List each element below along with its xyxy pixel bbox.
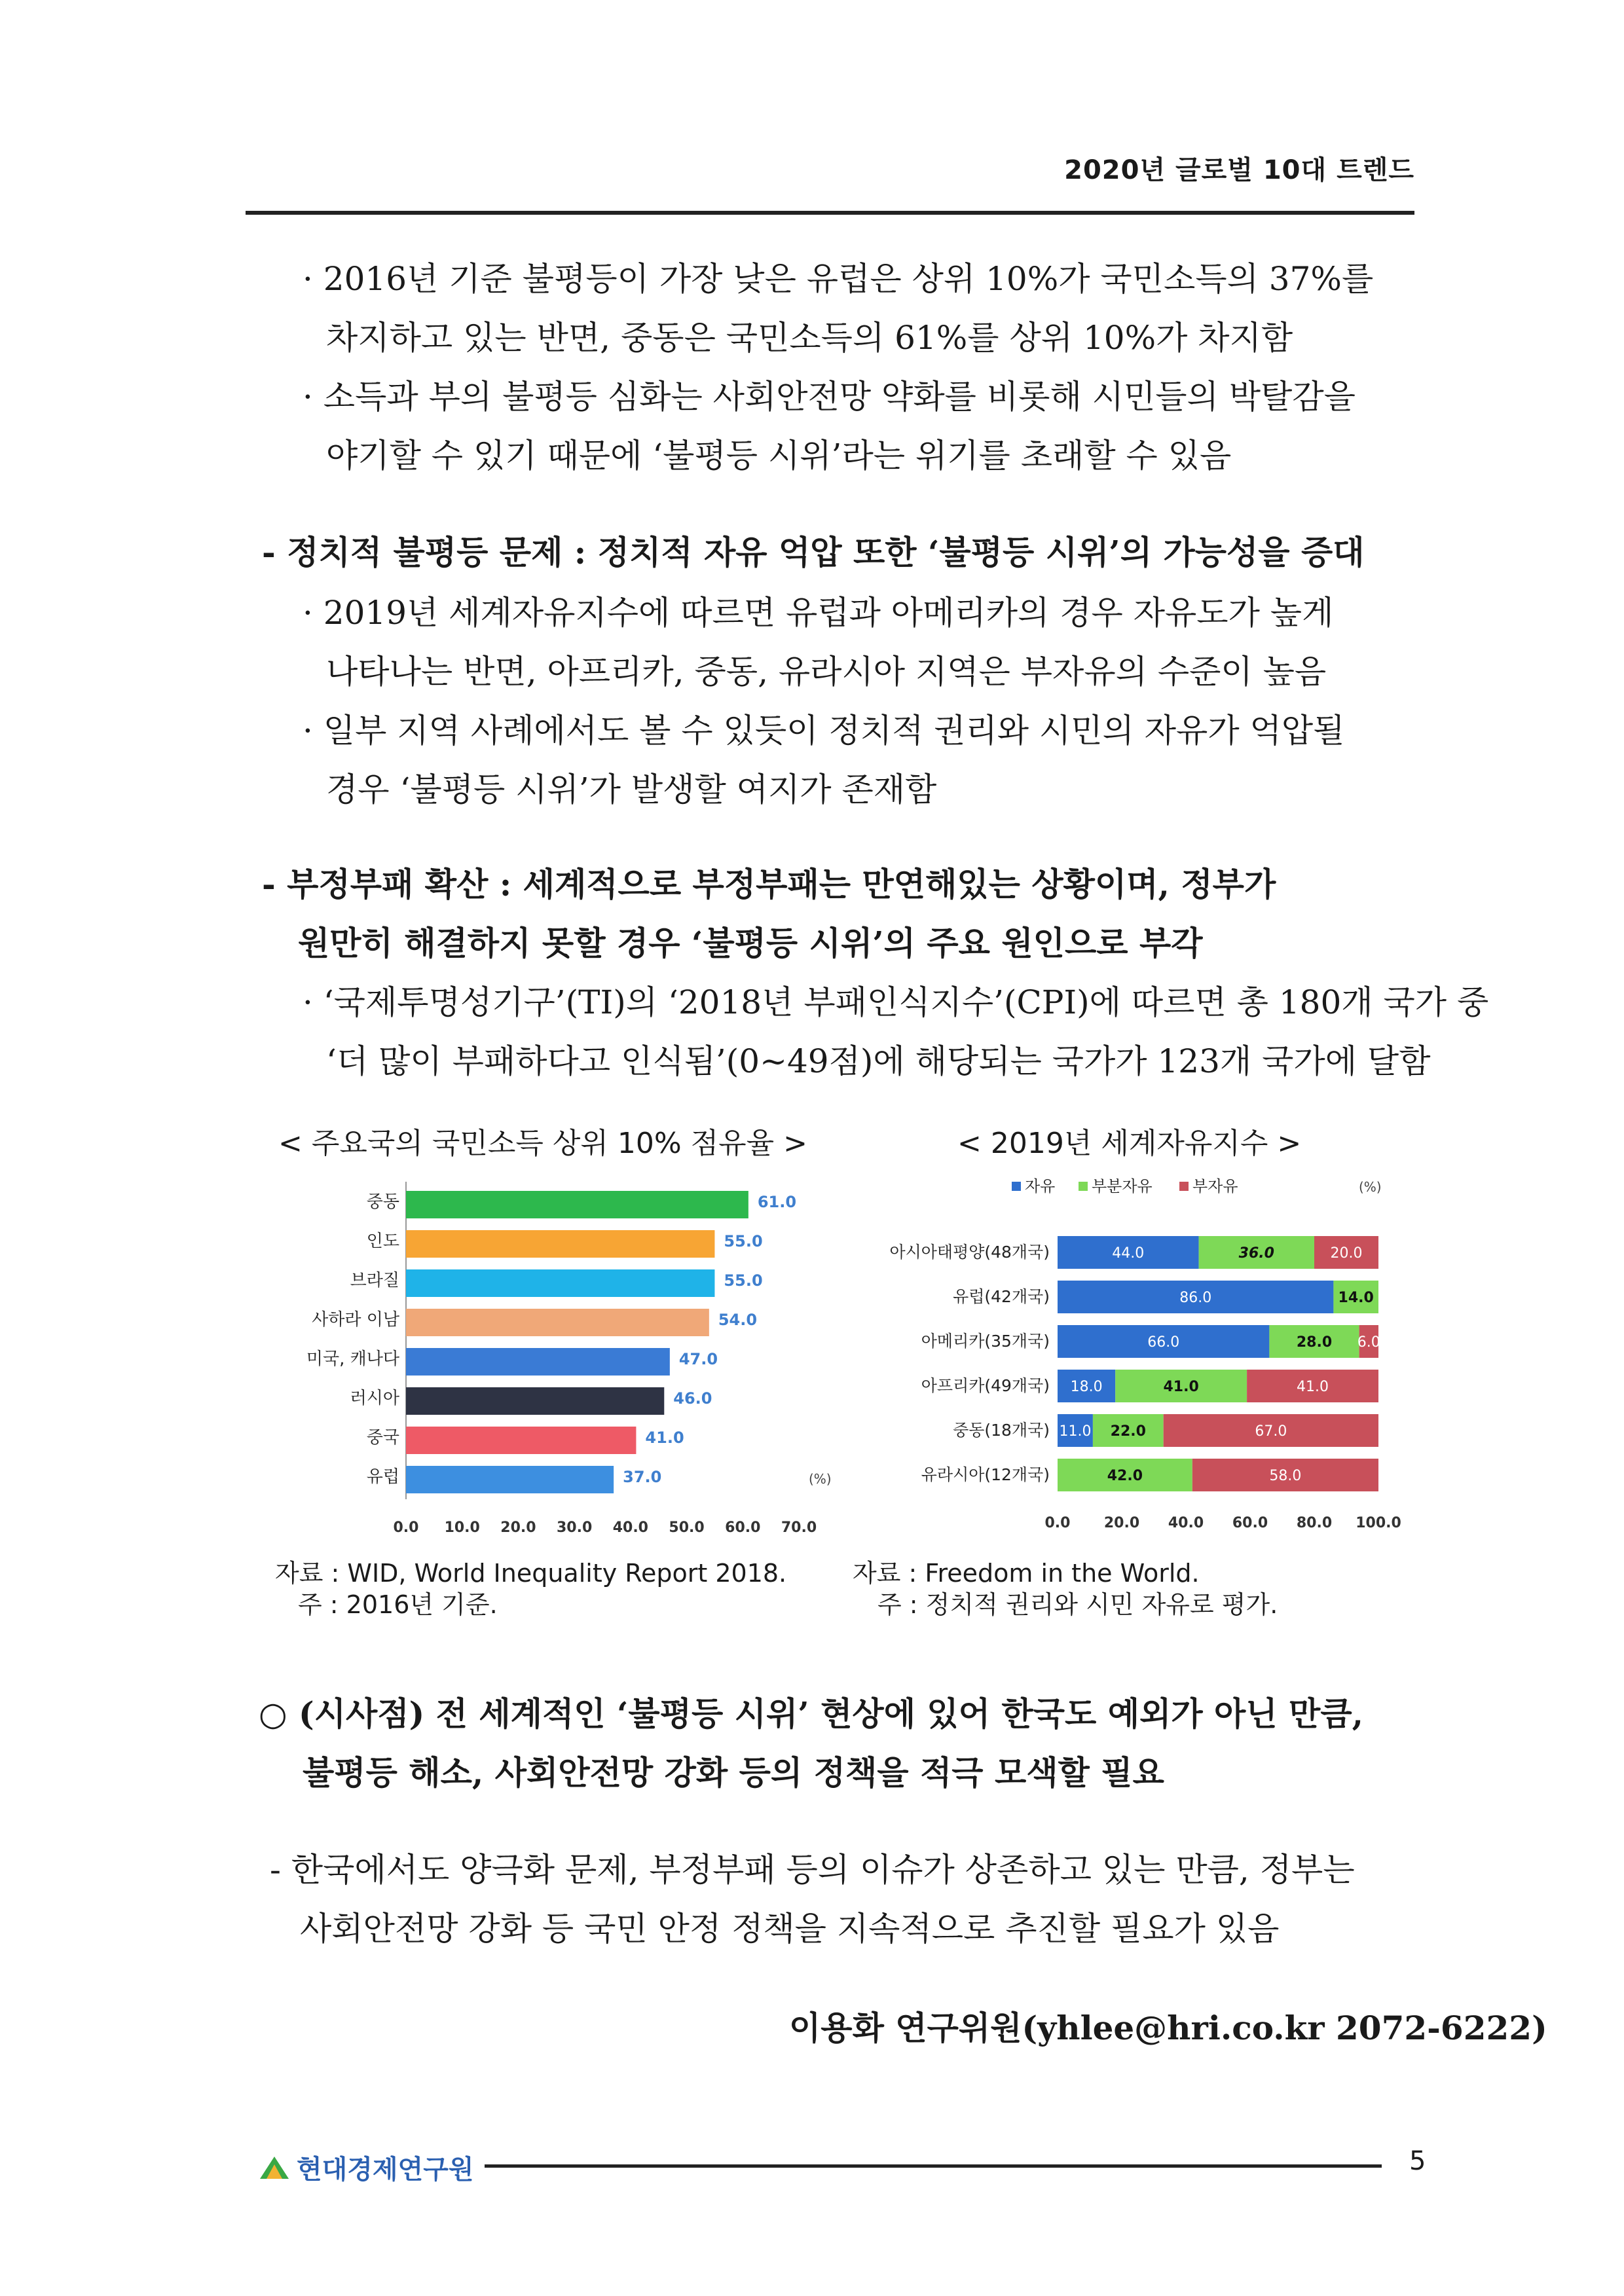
triangle-logo-icon bbox=[259, 2155, 290, 2180]
chart1-value-label: 41.0 bbox=[645, 1429, 684, 1447]
chart2-unit: (%) bbox=[1359, 1179, 1382, 1195]
chart2-tick-label: 20.0 bbox=[1103, 1515, 1140, 1531]
chart2-category-label: 아프리카(49개국) bbox=[921, 1376, 1050, 1395]
chart1-title: < 주요국의 국민소득 상위 10% 점유율 > bbox=[278, 1127, 807, 1160]
bullet-4: · 일부 지역 사례에서도 볼 수 있듯이 정치적 권리와 시민의 자유가 억압될 bbox=[303, 712, 1345, 750]
bullet-3-cont: 나타나는 반면, 아프리카, 중동, 유라시아 지역은 부자유의 수준이 높음 bbox=[326, 653, 1327, 691]
chart2-category-label: 아메리카(35개국) bbox=[921, 1332, 1050, 1351]
chart2-value-label: 66.0 bbox=[1147, 1334, 1180, 1351]
chart1-value-label: 54.0 bbox=[718, 1311, 758, 1329]
chart2-value-label: 22.0 bbox=[1110, 1423, 1146, 1440]
chart2-value-label: 86.0 bbox=[1179, 1290, 1212, 1306]
heading-corruption-cont: 원만히 해결하지 못할 경우 ‘불평등 시위’의 주요 원인으로 부각 bbox=[298, 924, 1203, 962]
chart2-source: 자료 : Freedom in the World. bbox=[853, 1559, 1200, 1588]
chart1-category-label: 유럽 bbox=[366, 1467, 399, 1487]
chart2-legend-label: 자유 bbox=[1025, 1177, 1056, 1195]
chart2-category-label: 유럽(42개국) bbox=[953, 1287, 1050, 1306]
chart1-bar bbox=[406, 1427, 636, 1454]
bullet-5-cont: ‘더 많이 부패하다고 인식됨’(0~49점)에 해당되는 국가가 123개 국가에 달함 bbox=[326, 1042, 1431, 1080]
chart1-value-label: 47.0 bbox=[678, 1350, 718, 1368]
chart1-bar bbox=[406, 1466, 614, 1493]
chart1-tick-label: 70.0 bbox=[781, 1520, 817, 1536]
page-number: 5 bbox=[1409, 2146, 1426, 2176]
chart2-legend-label: 부자유 bbox=[1192, 1177, 1238, 1195]
chart1-category-label: 러시아 bbox=[350, 1389, 399, 1408]
chart1-bar bbox=[406, 1230, 714, 1258]
chart1-value-label: 46.0 bbox=[673, 1389, 712, 1408]
implication-cont: 불평등 해소, 사회안전망 강화 등의 정책을 적극 모색할 필요 bbox=[303, 1753, 1164, 1792]
bullet-1: · 2016년 기준 불평등이 가장 낮은 유럽은 상위 10%가 국민소득의 37%를 bbox=[303, 260, 1374, 298]
chart2-legend-swatch bbox=[1179, 1182, 1189, 1191]
chart2-legend-swatch bbox=[1012, 1182, 1021, 1191]
chart2-tick-label: 40.0 bbox=[1168, 1515, 1204, 1531]
chart2-value-label: 41.0 bbox=[1163, 1379, 1199, 1395]
chart1-tick-label: 10.0 bbox=[444, 1520, 480, 1536]
bullet-6-cont: 사회안전망 강화 등 국민 안정 정책을 지속적으로 추진할 필요가 있음 bbox=[300, 1910, 1280, 1948]
income-share-chart bbox=[275, 1172, 838, 1539]
chart1-tick-label: 0.0 bbox=[393, 1520, 419, 1536]
author-line: 이용화 연구위원(yhlee@hri.co.kr 2072-6222) bbox=[789, 2009, 1547, 2047]
chart1-bar bbox=[406, 1269, 714, 1297]
chart2-tick-label: 100.0 bbox=[1356, 1515, 1401, 1531]
chart2-value-label: 42.0 bbox=[1107, 1468, 1143, 1484]
bullet-4-cont: 경우 ‘불평등 시위’가 발생할 여지가 존재함 bbox=[326, 771, 937, 809]
chart2-value-label: 11.0 bbox=[1059, 1423, 1092, 1440]
chart2-value-label: 14.0 bbox=[1338, 1290, 1374, 1306]
chart1-tick-label: 20.0 bbox=[500, 1520, 536, 1536]
chart2-tick-label: 0.0 bbox=[1044, 1515, 1071, 1531]
chart1-category-label: 중국 bbox=[366, 1428, 399, 1448]
chart1-category-label: 인도 bbox=[366, 1231, 399, 1251]
chart2-title: < 2019년 세계자유지수 > bbox=[957, 1127, 1302, 1160]
chart2-category-label: 아시아태평양(48개국) bbox=[889, 1243, 1050, 1262]
implication: ○ (시사점) 전 세계적인 ‘불평등 시위’ 현상에 있어 한국도 예외가 아닌 만큼, bbox=[259, 1694, 1364, 1733]
chart1-category-label: 미국, 캐나다 bbox=[306, 1349, 399, 1369]
chart2-legend-swatch bbox=[1079, 1182, 1088, 1191]
chart1-tick-label: 60.0 bbox=[725, 1520, 761, 1536]
bullet-6: - 한국에서도 양극화 문제, 부정부패 등의 이슈가 상존하고 있는 만큼, 정부는 bbox=[270, 1851, 1355, 1889]
chart1-value-label: 37.0 bbox=[623, 1468, 662, 1486]
chart2-category-label: 중동(18개국) bbox=[953, 1421, 1050, 1440]
chart2-tick-label: 80.0 bbox=[1296, 1515, 1333, 1531]
chart2-value-label: 41.0 bbox=[1297, 1379, 1329, 1395]
footer-rule bbox=[485, 2164, 1382, 2168]
chart2-value-label: 44.0 bbox=[1112, 1245, 1145, 1262]
chart2-value-label: 58.0 bbox=[1269, 1468, 1302, 1484]
footer-org: 현대경제연구원 bbox=[297, 2155, 474, 2185]
chart1-bar bbox=[406, 1309, 709, 1336]
chart2-category-label: 유라시아(12개국) bbox=[921, 1465, 1050, 1484]
chart1-category-label: 브라질 bbox=[350, 1271, 399, 1290]
freedom-index-chart bbox=[848, 1172, 1405, 1539]
chart1-category-label: 중동 bbox=[366, 1192, 399, 1212]
chart2-value-label: 18.0 bbox=[1070, 1379, 1103, 1395]
chart2-value-label: 20.0 bbox=[1330, 1245, 1363, 1262]
chart2-value-label: 6.0 bbox=[1357, 1334, 1380, 1351]
header-rule bbox=[246, 211, 1414, 215]
bullet-2-cont: 야기할 수 있기 때문에 ‘불평등 시위’라는 위기를 초래할 수 있음 bbox=[326, 437, 1232, 475]
chart1-category-label: 사하라 이남 bbox=[312, 1310, 399, 1330]
bullet-3: · 2019년 세계자유지수에 따르면 유럽과 아메리카의 경우 자유도가 높게 bbox=[303, 594, 1334, 632]
running-header: 2020년 글로벌 10대 트렌드 bbox=[1064, 155, 1414, 185]
bullet-2: · 소득과 부의 불평등 심화는 사회안전망 약화를 비롯해 시민들의 박탈감을 bbox=[303, 378, 1356, 416]
chart2-value-label: 67.0 bbox=[1255, 1423, 1287, 1440]
chart1-bar bbox=[406, 1348, 670, 1376]
bullet-5: · ‘국제투명성기구’(TI)의 ‘2018년 부패인식지수’(CPI)에 따르면 총 180개 국가 중 bbox=[303, 983, 1489, 1021]
chart2-legend-label: 부분자유 bbox=[1092, 1177, 1153, 1195]
chart1-tick-label: 50.0 bbox=[669, 1520, 705, 1536]
chart1-unit: (%) bbox=[809, 1471, 832, 1487]
chart1-bar bbox=[406, 1387, 664, 1415]
chart2-value-label: 28.0 bbox=[1296, 1334, 1333, 1351]
chart1-tick-label: 40.0 bbox=[612, 1520, 648, 1536]
chart2-note: 주 : 정치적 권리와 시민 자유로 평가. bbox=[877, 1590, 1278, 1619]
heading-political: - 정치적 불평등 문제 : 정치적 자유 억압 또한 ‘불평등 시위’의 가능성을 증대 bbox=[262, 533, 1365, 572]
chart2-value-label: 36.0 bbox=[1238, 1245, 1274, 1262]
chart1-value-label: 61.0 bbox=[757, 1193, 797, 1211]
heading-corruption: - 부정부패 확산 : 세계적으로 부정부패는 만연해있는 상황이며, 정부가 bbox=[262, 865, 1276, 903]
chart1-bar bbox=[406, 1191, 748, 1218]
chart1-note: 주 : 2016년 기준. bbox=[298, 1590, 498, 1619]
chart1-source: 자료 : WID, World Inequality Report 2018. bbox=[275, 1559, 787, 1588]
footer-logo bbox=[259, 2149, 473, 2186]
chart1-value-label: 55.0 bbox=[724, 1232, 763, 1250]
bullet-1-cont: 차지하고 있는 반면, 중동은 국민소득의 61%를 상위 10%가 차지함 bbox=[326, 319, 1293, 357]
chart1-value-label: 55.0 bbox=[724, 1271, 763, 1290]
chart1-tick-label: 30.0 bbox=[557, 1520, 593, 1536]
chart2-tick-label: 60.0 bbox=[1232, 1515, 1268, 1531]
